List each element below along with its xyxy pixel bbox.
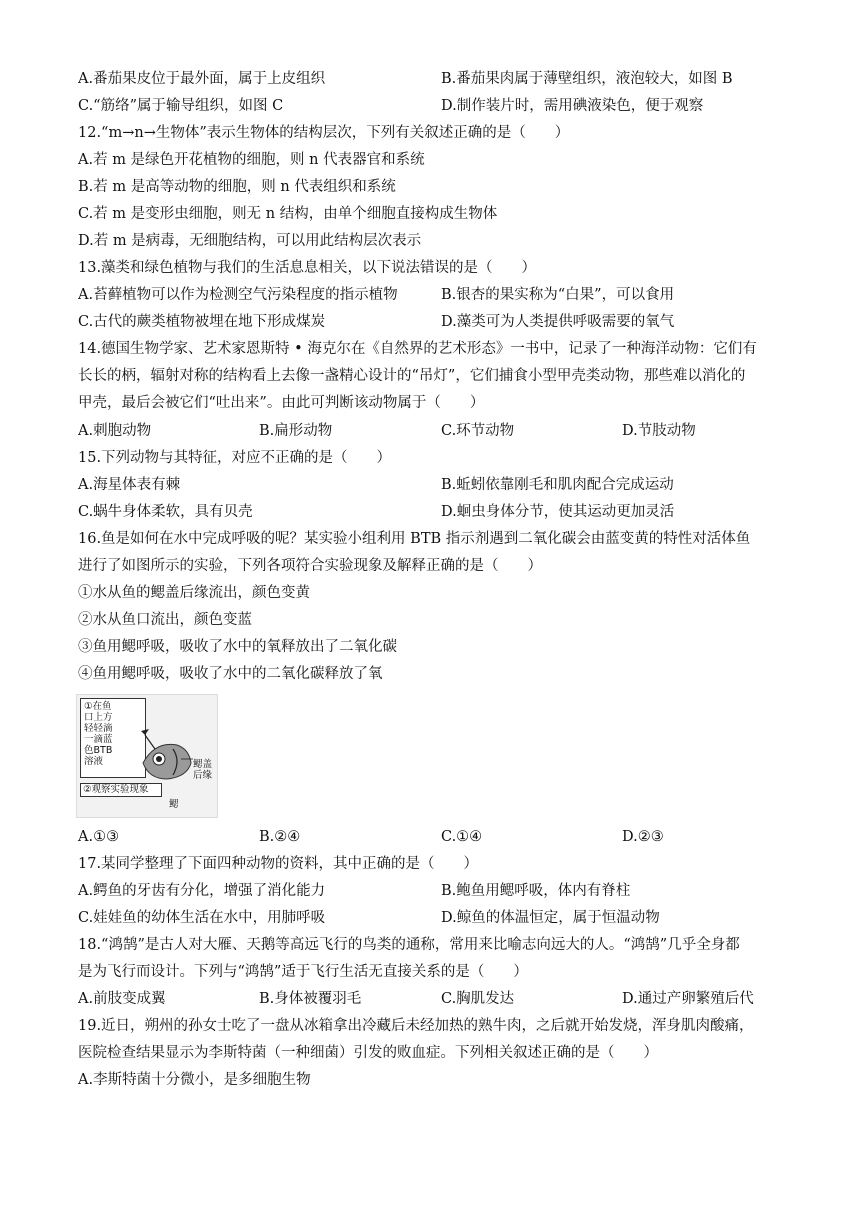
q17-option-b: B.鲍鱼用鳃呼吸，体内有脊柱 bbox=[441, 883, 631, 899]
fish-experiment-figure bbox=[76, 694, 218, 818]
q16-statement-3: ③鱼用鳃呼吸，吸收了水中的氧释放出了二氧化碳 bbox=[78, 639, 397, 655]
q16-option-b: B.②④ bbox=[259, 829, 301, 845]
q16-statement-1: ①水从鱼的鳃盖后缘流出，颜色变黄 bbox=[78, 585, 310, 601]
q15-option-b: B.蚯蚓依靠刚毛和肌肉配合完成运动 bbox=[441, 477, 674, 493]
q17-option-d: D.鲸鱼的体温恒定，属于恒温动物 bbox=[441, 910, 660, 926]
q16-option-c: C.①④ bbox=[441, 829, 483, 845]
fish-head-drawing bbox=[137, 723, 193, 783]
q15-option-c: C.蜗牛身体柔软，具有贝壳 bbox=[78, 504, 253, 520]
q15-option-d: D.蛔虫身体分节，使其运动更加灵活 bbox=[441, 504, 675, 520]
q13-option-c: C.古代的蕨类植物被埋在地下形成煤炭 bbox=[78, 314, 326, 330]
q18-option-b: B.身体被覆羽毛 bbox=[259, 991, 362, 1007]
q14-stem-line2: 长长的柄，辐射对称的结构看上去像一盏精心设计的“吊灯”，它们捕食小型甲壳类动物，那些难以消化的 bbox=[78, 368, 746, 384]
q12-option-b: B.若 m 是高等动物的细胞，则 n 代表组织和系统 bbox=[78, 179, 396, 195]
figure-step2-box: ②观察实验现象 bbox=[80, 783, 162, 797]
q16-statement-2: ②水从鱼口流出，颜色变蓝 bbox=[78, 612, 252, 628]
q19-option-a: A.李斯特菌十分微小，是多细胞生物 bbox=[78, 1072, 311, 1088]
figure-label-gill: 鳃 bbox=[169, 799, 179, 810]
q12-stem: 12.“m→n→生物体”表示生物体的结构层次，下列有关叙述正确的是（ ） bbox=[78, 125, 570, 141]
q17-option-c: C.娃娃鱼的幼体生活在水中，用肺呼吸 bbox=[78, 910, 326, 926]
q13-option-a: A.苔藓植物可以作为检测空气污染程度的指示植物 bbox=[78, 287, 398, 303]
q17-option-a: A.鳄鱼的牙齿有分化，增强了消化能力 bbox=[78, 883, 326, 899]
q15-option-a: A.海星体表有棘 bbox=[78, 477, 181, 493]
q16-option-a: A.①③ bbox=[78, 829, 120, 845]
q15-stem: 15.下列动物与其特征，对应不正确的是（ ） bbox=[78, 450, 392, 466]
q16-stem-line1: 16.鱼是如何在水中完成呼吸的呢？某实验小组利用 BTB 指示剂遇到二氧化碳会由蓝变黄的特性对活体鱼 bbox=[78, 531, 751, 547]
q14-option-d: D.节肢动物 bbox=[622, 423, 696, 439]
q13-option-b: B.银杏的果实称为“白果”，可以食用 bbox=[441, 287, 675, 303]
q18-option-d: D.通过产卵繁殖后代 bbox=[622, 991, 754, 1007]
q14-stem-line1: 14.德国生物学家、艺术家恩斯特 • 海克尔在《自然界的艺术形态》一书中，记录了一种海洋动物：它们有 bbox=[78, 341, 757, 357]
figure-step1-box: ①在鱼 口上方 轻轻滴 一滴蓝 色BTB 溶液 bbox=[80, 698, 146, 778]
q16-statement-4: ④鱼用鳃呼吸，吸收了水中的二氧化碳释放了氧 bbox=[78, 666, 383, 682]
q18-option-a: A.前肢变成翼 bbox=[78, 991, 166, 1007]
q13-stem: 13.藻类和绿色植物与我们的生活息息相关，以下说法错误的是（ ） bbox=[78, 260, 537, 276]
q11-option-a: A.番茄果皮位于最外面，属于上皮组织 bbox=[78, 71, 326, 87]
q11-option-b: B.番茄果肉属于薄壁组织，液泡较大，如图 B bbox=[441, 71, 733, 87]
q11-option-c: C.“筋络”属于输导组织，如图 C bbox=[78, 98, 284, 114]
q18-stem-line1: 18.“鸿鹄”是古人对大雁、天鹅等高远飞行的鸟类的通称，常用来比喻志向远大的人。“鸿鹄”几乎全身都 bbox=[78, 937, 740, 953]
q12-option-a: A.若 m 是绿色开花植物的细胞，则 n 代表器官和系统 bbox=[78, 152, 425, 168]
q11-option-d: D.制作装片时，需用碘液染色，便于观察 bbox=[441, 98, 704, 114]
q18-stem-line2: 是为飞行而设计。下列与“鸿鹄”适于飞行生活无直接关系的是（ ） bbox=[78, 964, 528, 980]
q12-option-c: C.若 m 是变形虫细胞，则无 n 结构，由单个细胞直接构成生物体 bbox=[78, 206, 498, 222]
q17-stem: 17.某同学整理了下面四种动物的资料，其中正确的是（ ） bbox=[78, 856, 479, 872]
figure-label-gill-cover: 鳃盖 后缘 bbox=[193, 759, 213, 781]
q14-stem-line3: 甲壳，最后会被它们“吐出来”。由此可判断该动物属于（ ） bbox=[78, 395, 485, 411]
q18-option-c: C.胸肌发达 bbox=[441, 991, 515, 1007]
q19-stem-line2: 医院检查结果显示为李斯特菌（一种细菌）引发的败血症。下列相关叙述正确的是（ ） bbox=[78, 1045, 658, 1061]
q12-option-d: D.若 m 是病毒，无细胞结构，可以用此结构层次表示 bbox=[78, 233, 422, 249]
q19-stem-line1: 19.近日，朔州的孙女士吃了一盘从冰箱拿出冷藏后未经加热的熟牛肉，之后就开始发烧，浑身肌肉酸痛， bbox=[78, 1018, 754, 1034]
q13-option-d: D.藻类可为人类提供呼吸需要的氧气 bbox=[441, 314, 675, 330]
q14-option-b: B.扁形动物 bbox=[259, 423, 333, 439]
q16-option-d: D.②③ bbox=[622, 829, 664, 845]
q14-option-a: A.刺胞动物 bbox=[78, 423, 152, 439]
q16-stem-line2: 进行了如图所示的实验，下列各项符合实验现象及解释正确的是（ ） bbox=[78, 558, 542, 574]
q14-option-c: C.环节动物 bbox=[441, 423, 515, 439]
